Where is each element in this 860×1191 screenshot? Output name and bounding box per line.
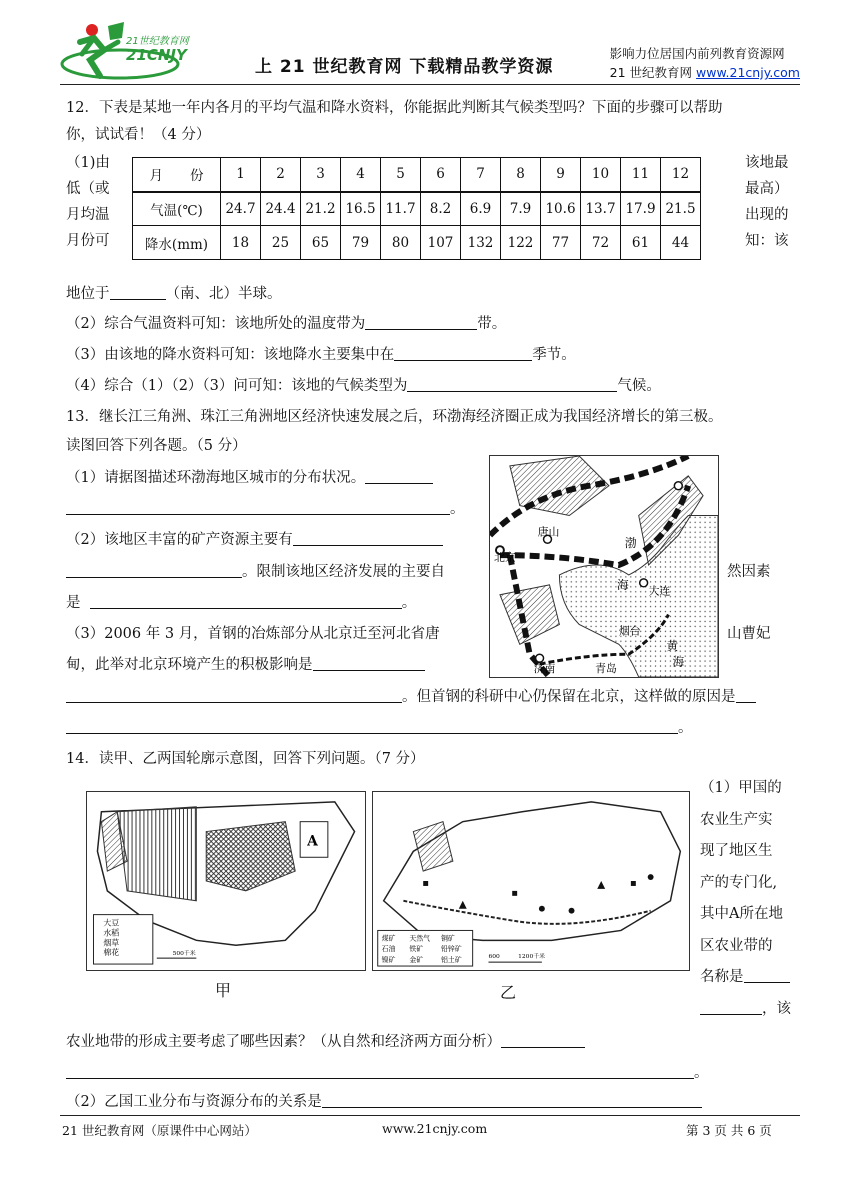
q14-answer-1d[interactable] [66, 1065, 694, 1079]
q13-part3-right: 山曹妃 [727, 626, 771, 642]
svg-text:铁矿: 铁矿 [409, 945, 424, 954]
footer-link[interactable]: www.21cnjy.com [382, 1121, 488, 1136]
q13-answer-2b[interactable] [66, 564, 242, 578]
footer-divider [60, 1115, 800, 1116]
q12-left-column: （1)由 低（或 月均温 月份可 [66, 155, 110, 249]
q13-answer-2c[interactable] [90, 595, 402, 609]
svg-text:济南: 济南 [533, 662, 556, 676]
svg-text:石油: 石油 [381, 945, 396, 954]
q14-answer-1b[interactable] [700, 1001, 762, 1015]
q13-answer-1b[interactable] [66, 501, 450, 515]
q12-answer-4[interactable] [407, 378, 617, 392]
q13-part2-right: 然因素 [727, 564, 771, 580]
bohai-region-map [489, 455, 719, 678]
country-jia-map [86, 791, 366, 971]
label-yi: 乙 [500, 983, 517, 1002]
q13-part3-line3: 。但首钢的科研中心仍保留在北京，这样做的原因是 [66, 685, 756, 706]
climate-table [132, 157, 701, 260]
svg-text:煤矿: 煤矿 [381, 934, 396, 943]
svg-text:北京: 北京 [493, 551, 516, 565]
svg-text:黄: 黄 [666, 639, 679, 654]
svg-text:水稻: 水稻 [103, 928, 120, 938]
table-header-precip: 降水(mm) [133, 226, 221, 260]
svg-text:大豆: 大豆 [103, 918, 120, 928]
q13-part2: （2）该地区丰富的矿产资源主要有 [66, 528, 443, 549]
q14-part2: （2）乙国工业分布与资源分布的关系是 [66, 1090, 702, 1111]
q14-answer-2[interactable] [322, 1094, 702, 1108]
q14-answer-1c[interactable] [501, 1034, 585, 1048]
svg-text:金矿: 金矿 [409, 956, 424, 965]
svg-text:大连: 大连 [648, 584, 671, 598]
table-row-precipitation: 降水(mm) 18 25 65 79 80 107 132 122 77 72 61 44 [133, 226, 701, 260]
header-right-info [610, 44, 800, 82]
svg-text:铅锌矿: 铅锌矿 [441, 945, 462, 954]
q13-stem-2: 读图回答下列各题。（5 分） [66, 438, 247, 454]
footer-left: 21 世纪教育网（原课件中心网站） [62, 1123, 257, 1138]
country-yi-map [372, 791, 690, 971]
svg-text:铜矿: 铜矿 [441, 934, 455, 943]
q13-answer-3d[interactable] [66, 720, 678, 734]
svg-text:1200千米: 1200千米 [518, 953, 546, 961]
svg-text:棉花: 棉花 [103, 948, 120, 958]
q13-answer-3a[interactable] [313, 657, 425, 671]
svg-text:600: 600 [488, 953, 500, 961]
footer-page-number: 第 3 页 共 6 页 [686, 1123, 772, 1138]
q13-answer-1a[interactable] [365, 470, 433, 484]
q13-part3: （3）2006 年 3 月，首钢的冶炼部分从北京迁至河北省唐 [66, 626, 440, 642]
q12-answer-2[interactable] [365, 316, 477, 330]
q13-part3-line2: 甸，此举对北京环境产生的积极影响是 [66, 653, 425, 674]
q13-stem: 13．继长江三角洲、珠江三角洲地区经济快速发展之后，环渤海经济圈正成为我国经济增长的第三极。 [66, 409, 723, 425]
svg-text:烟草: 烟草 [103, 938, 120, 948]
q13-answer-3b[interactable] [66, 689, 402, 703]
q12-stem-2: 你，试试看！（4 分） [66, 127, 211, 143]
svg-text:镍矿: 镍矿 [381, 956, 396, 965]
q12-stem: 12．下表是某地一年内各月的平均气温和降水资料，你能据此判断其气候类型吗？下面的步骤可以帮助 [66, 100, 723, 116]
header-divider [60, 84, 800, 85]
svg-text:A: A [307, 833, 318, 850]
q14-part1-line2: 农业地带的形成主要考虑了哪些因素？（从自然和经济两方面分析） [66, 1030, 585, 1051]
svg-text:铝土矿: 铝土矿 [441, 956, 462, 965]
svg-text:渤: 渤 [624, 536, 637, 551]
q12-part3: （3）由该地的降水资料可知：该地降水主要集中在 季节。 [66, 347, 576, 363]
q12-part4: （4）综合（1）（2）（3）问可知：该地的气候类型为 气候。 [66, 378, 661, 394]
header-title: 上 21 世纪教育网 下载精品教学资源 [255, 57, 554, 77]
q14-right-column: （1）甲国的 农业生产实 现了地区生 产的专门化, 其中A所在地 区农业带的 名称是 ，该 [700, 780, 791, 1017]
svg-text:21CNJY: 21CNJY [126, 46, 187, 64]
svg-text:烟台: 烟台 [618, 624, 641, 638]
q13-part2-line3: 是 。 [66, 595, 417, 611]
header-site-link[interactable]: www.21cnjy.com [696, 65, 800, 80]
svg-text:21世纪教育网: 21世纪教育网 [126, 36, 189, 47]
q13-part1: （1）请据图描述环渤海地区城市的分布状况。 [66, 466, 433, 487]
q13-answer-2a[interactable] [293, 532, 443, 546]
header-site-name: 21 世纪教育网 [609, 65, 697, 80]
svg-text:500千米: 500千米 [172, 950, 196, 958]
q12-part2: （2）综合气温资料可知：该地所处的温度带为 带。 [66, 316, 507, 332]
q13-answer-3c[interactable] [736, 689, 756, 703]
q12-right-column: 该地最 最高） 出现的 知：该 [745, 155, 789, 249]
svg-text:天然气: 天然气 [409, 934, 431, 943]
svg-text:海: 海 [672, 655, 685, 670]
svg-text:海: 海 [616, 577, 629, 592]
q13-part3-line4: 。 [66, 716, 693, 737]
q13-part1-line2: 。 [66, 497, 465, 518]
table-row-months: 月 份 1 2 3 4 5 6 7 8 9 10 11 12 [133, 158, 701, 192]
q14-stem: 14．读甲、乙两国轮廓示意图，回答下列问题。（7 分） [66, 751, 425, 767]
table-header-month: 月 份 [133, 158, 221, 192]
q12-answer-1[interactable] [110, 286, 166, 300]
svg-text:唐山: 唐山 [537, 525, 560, 539]
q12-part1-end: 地位于 （南、北）半球。 [66, 286, 282, 302]
site-logo [60, 20, 240, 82]
q14-answer-1a[interactable] [744, 969, 790, 983]
table-row-temperature: 气温(℃) 24.7 24.4 21.2 16.5 11.7 8.2 6.9 7.9 10.6 13.7 17.9 21.5 [133, 192, 701, 226]
table-header-temp: 气温(℃) [133, 192, 221, 226]
q14-part1-line3: 。 [66, 1061, 709, 1082]
header-slogan: 影响力位居国内前列教育资源网 [609, 46, 785, 61]
q12-answer-3[interactable] [394, 347, 532, 361]
svg-text:青岛: 青岛 [595, 662, 617, 676]
q13-part2-line2: 。限制该地区经济发展的主要自 [66, 560, 445, 581]
label-jia: 甲 [215, 981, 232, 1000]
page-header [60, 18, 800, 86]
